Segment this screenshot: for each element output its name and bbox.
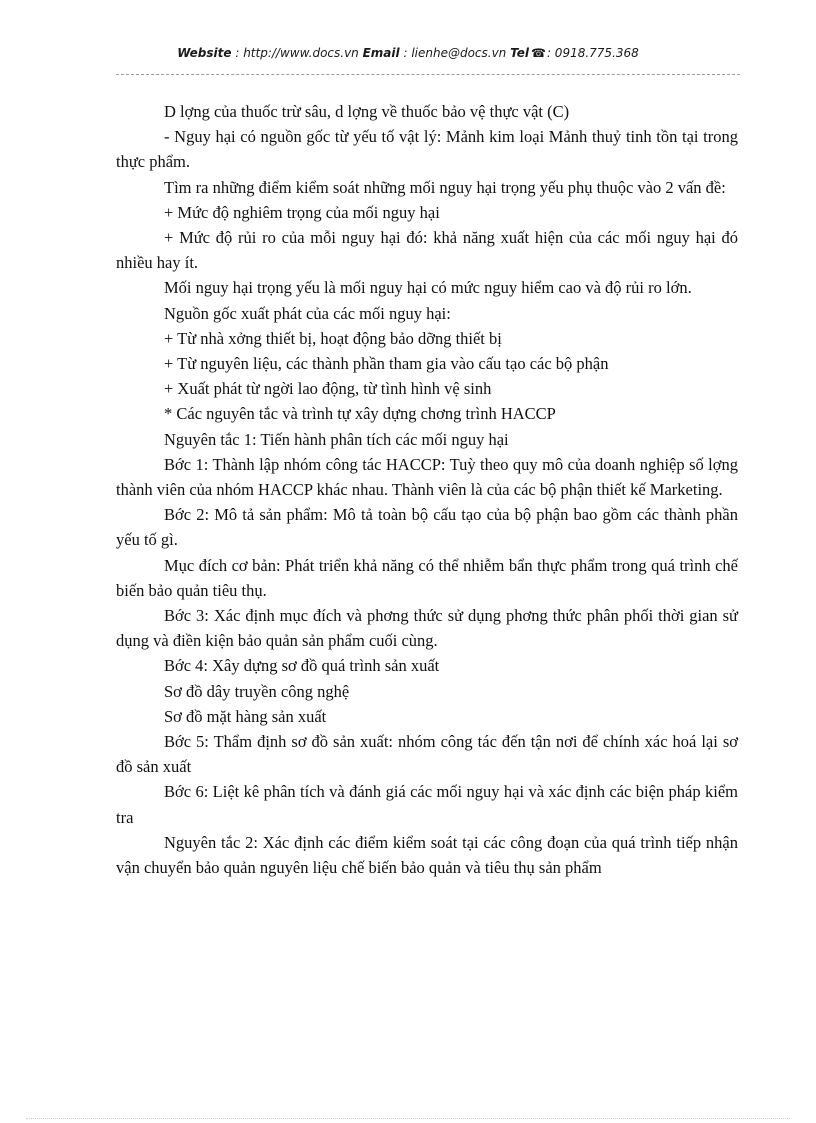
tel-number: : 0918.775.368 — [546, 46, 639, 60]
paragraph-18: Sơ đồ dây truyền công nghệ — [164, 681, 350, 701]
paragraph-20: Bớc 5: Thẩm định sơ đồ sản xuất: nhóm công tác đến tận nơi để chính xác hoá lại sơ đồ sản xuất — [116, 732, 738, 777]
paragraph-9: + Từ nguyên liệu, các thành phần tham gia vào cấu tạo các bộ phận — [164, 354, 609, 374]
email-address[interactable]: : lienhe@docs.vn — [399, 46, 511, 60]
paragraph-22: Nguyên tắc 2: Xác định các điểm kiểm soát tại các công đoạn của quá trình tiếp nhận vận chuyển bảo quản nguyên liệu chế biến bảo quản và tiêu thụ sản phẩm — [116, 832, 738, 878]
paragraph-3: Tìm ra những điểm kiểm soát những mối nguy hại trọng yếu phụ thuộc vào 2 vấn đề: — [164, 177, 726, 197]
paragraph-5: + Mức độ rủi ro của mỗi nguy hại đó: khả năng xuất hiện của các mối nguy hại đó nhiều hay ít. — [116, 228, 738, 273]
paragraph-13: Bớc 1: Thành lập nhóm công tác HACCP: Tuỳ theo quy mô của doanh nghiệp số lợng thành viên của nhóm HACCP khác nhau. Thành viên là của các bộ phận thiết kế Marketing. — [116, 454, 738, 500]
paragraph-19: Sơ đồ mặt hàng sản xuất — [164, 706, 327, 726]
document-body — [116, 99, 738, 880]
paragraph-16: Bớc 3: Xác định mục đích và phơng thức sử dụng phơng thức phân phối thời gian sử dụng và điền kiện bảo quản sản phẩm cuối cùng. — [116, 606, 738, 651]
paragraph-17: Bớc 4: Xây dựng sơ đồ quá trình sản xuất — [164, 656, 440, 676]
tel-label: Tel — [510, 46, 529, 60]
paragraph-12: Nguyên tắc 1: Tiến hành phân tích các mối nguy hại — [164, 429, 509, 449]
paragraph-10: + Xuất phát từ ngời lao động, từ tình hình vệ sinh — [164, 379, 492, 399]
paragraph-11: * Các nguyên tắc và trình tự xây dựng chơng trình HACCP — [164, 404, 556, 424]
paragraph-4: + Mức độ nghiêm trọng của mối nguy hại — [164, 202, 440, 222]
website-url[interactable]: : http://www.docs.vn — [231, 46, 363, 60]
paragraph-15: Mục đích cơ bản: Phát triển khả năng có thể nhiễm bẩn thực phẩm trong quá trình chế biến bảo quản tiêu thụ. — [116, 555, 738, 600]
paragraph-1: D lợng của thuốc trừ sâu, d lợng về thuốc bảo vệ thực vật (C) — [164, 102, 570, 121]
email-label: Email — [362, 46, 400, 60]
website-label: Website — [177, 46, 232, 60]
page-header — [0, 46, 816, 60]
paragraph-2: - Nguy hại có nguồn gốc từ yếu tố vật lý: Mảnh kim loại Mảnh thuỷ tinh tồn tại trong thực phẩm. — [116, 127, 738, 172]
page-bottom-divider — [26, 1118, 790, 1119]
phone-icon: ☎ — [531, 46, 546, 60]
paragraph-8: + Từ nhà xởng thiết bị, hoạt động bảo dỡng thiết bị — [164, 328, 502, 348]
header-divider — [116, 74, 740, 75]
paragraph-6: Mối nguy hại trọng yếu là mối nguy hại có mức nguy hiểm cao và độ rủi ro lớn. — [164, 278, 692, 298]
paragraph-21: Bớc 6: Liệt kê phân tích và đánh giá các mối nguy hại và xác định các biện pháp kiểm tra — [116, 782, 738, 827]
paragraph-14: Bớc 2: Mô tả sản phẩm: Mô tả toàn bộ cấu tạo của bộ phận bao gồm các thành phần yếu tố gì. — [116, 505, 738, 550]
paragraph-7: Nguồn gốc xuất phát của các mối nguy hại: — [164, 303, 451, 323]
